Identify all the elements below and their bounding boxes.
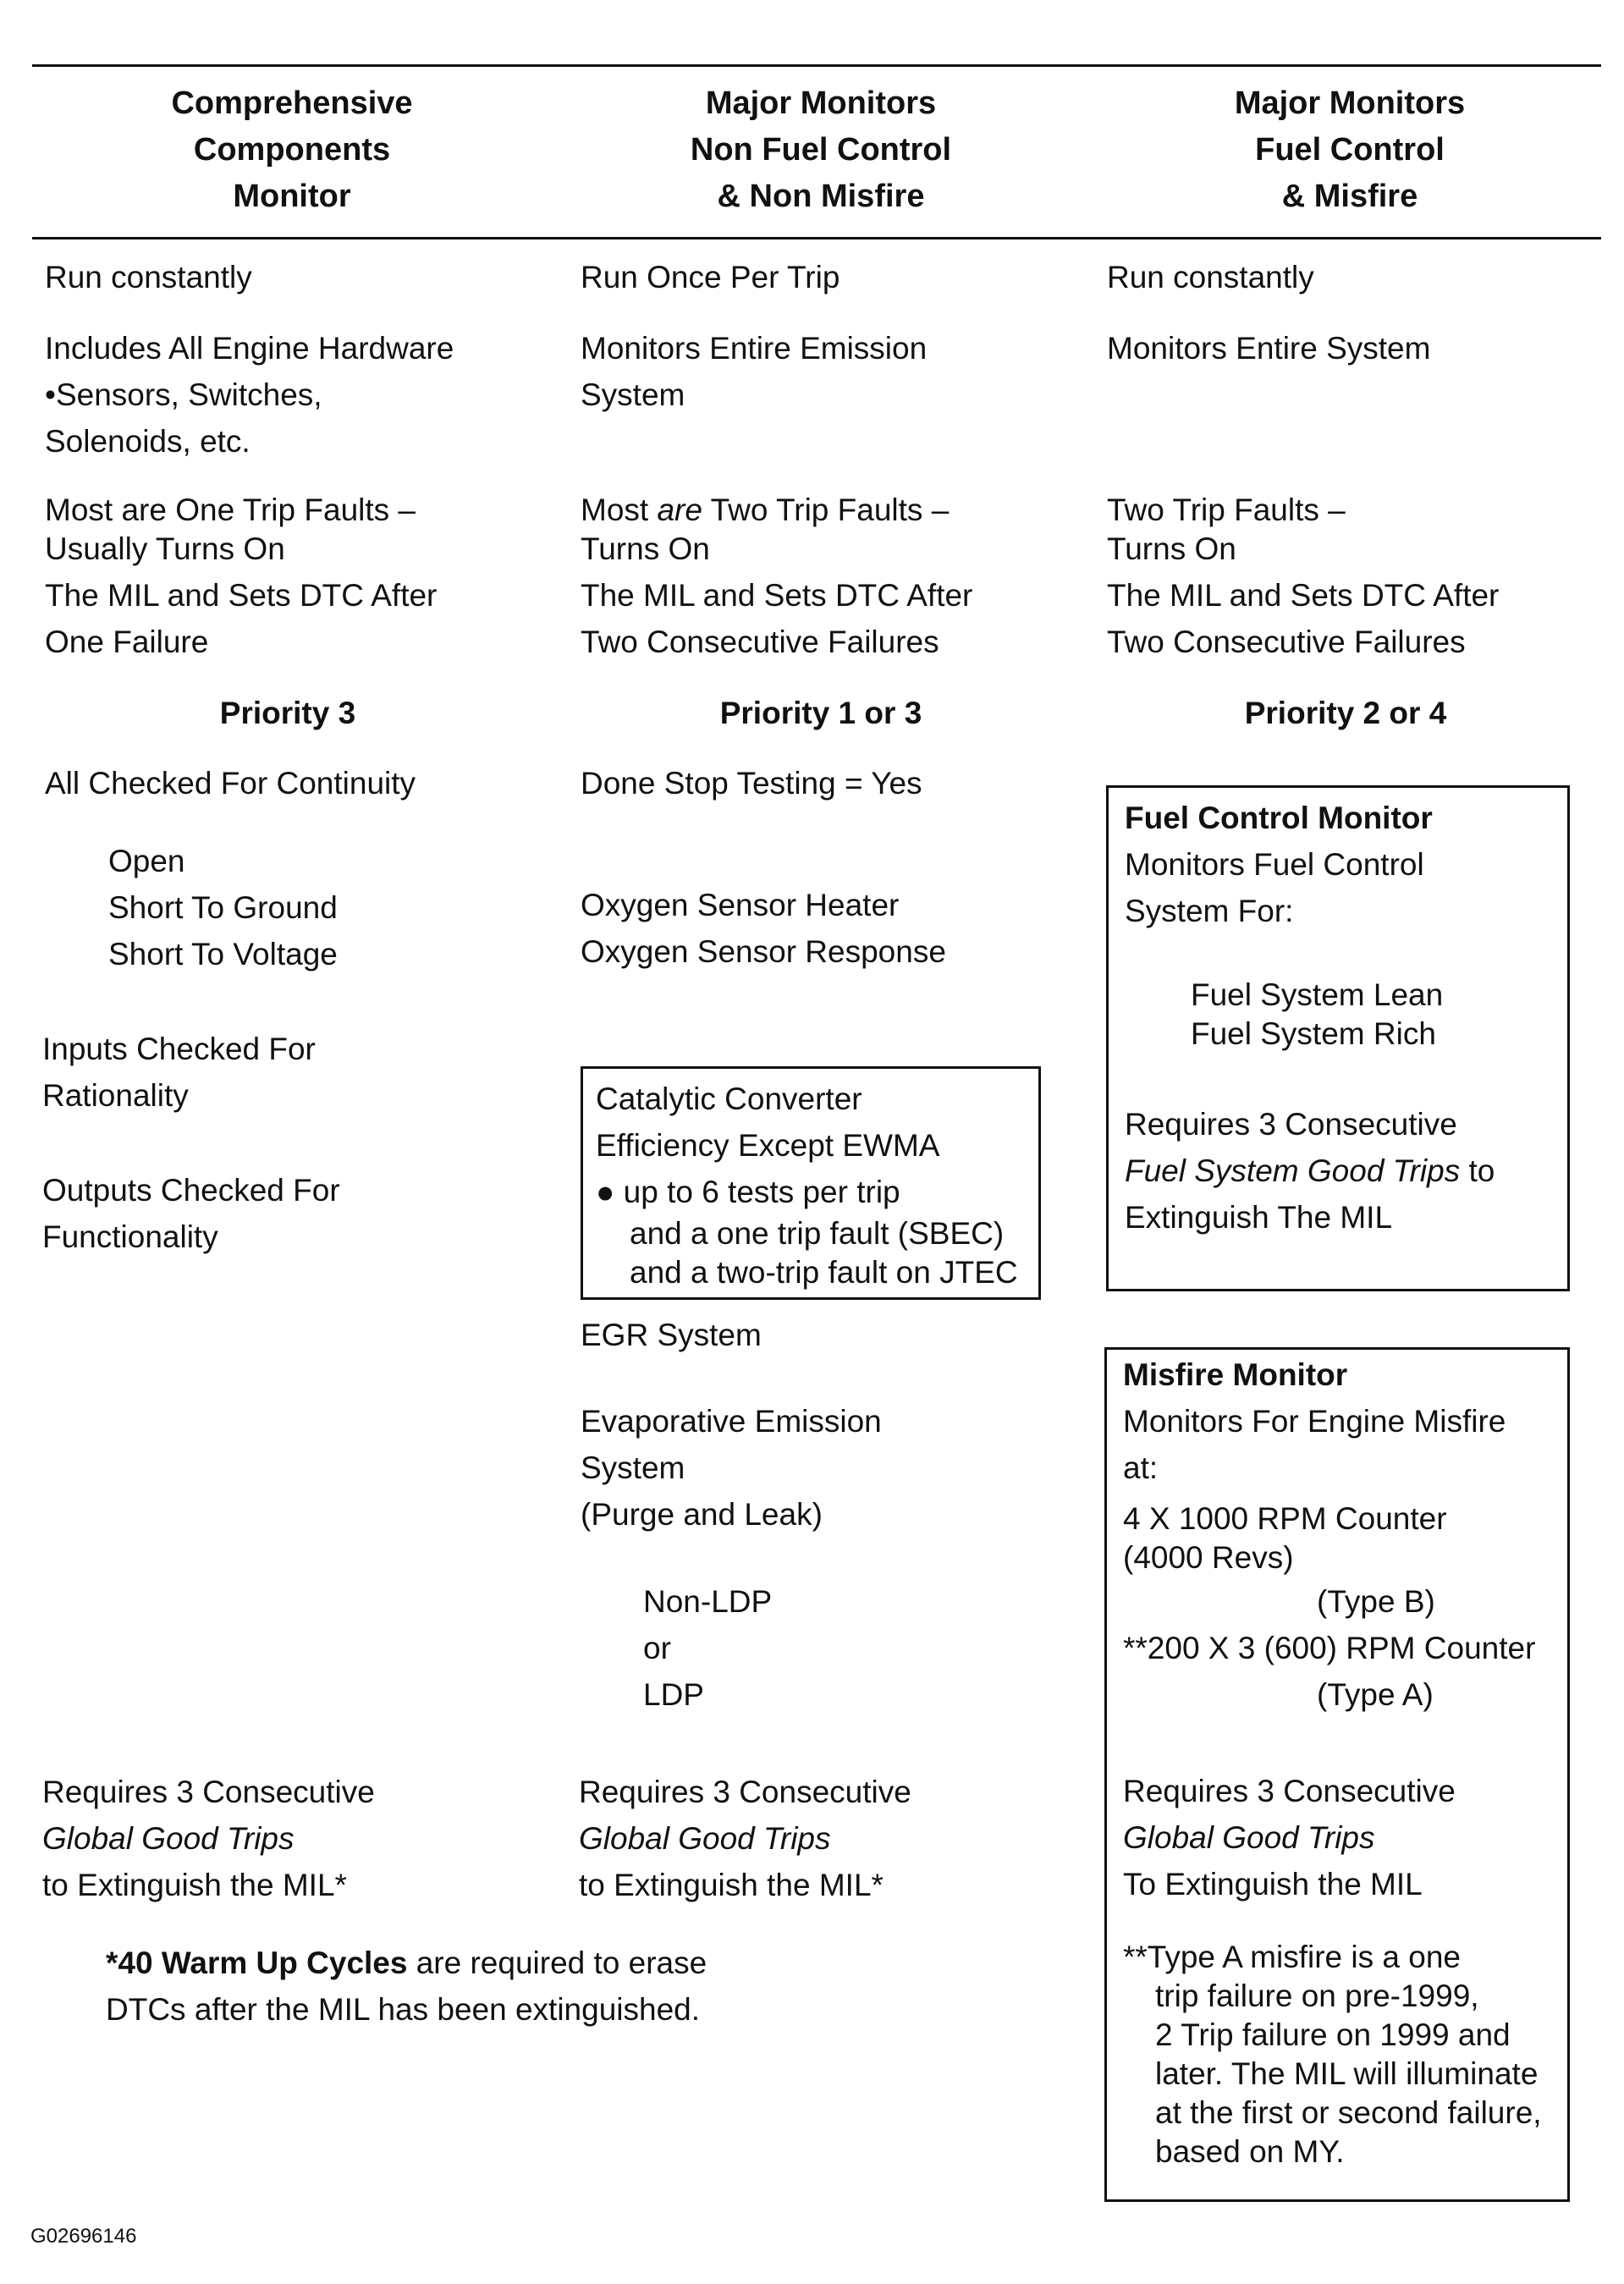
col2-egr: EGR System: [581, 1318, 762, 1352]
misfire-box: Misfire Monitor Monitors For Engine Misfire at: 4 X 1000 RPM Counter (4000 Revs) (Type B) **200 X 3 (600) RPM Counter (Type A) Requires 3 Consecutive Global Good Trips To Extinguish the MIL **Type A misfire is a one trip failure on pre-1999, 2 Trip failure on 1999 and later. The MIL will illuminate at the first or second failure, based on MY.: [1104, 1347, 1570, 2202]
col1-inputs: Inputs Checked For Rationality: [42, 1032, 316, 1113]
header-non-fuel: Major Monitors Non Fuel Control & Non Misfire: [690, 85, 952, 214]
col2-oxygen: Oxygen Sensor Heater Oxygen Sensor Response: [581, 888, 946, 969]
col3-faults: Two Trip Faults – Turns On: [1107, 493, 1346, 566]
col1-faults: Most are One Trip Faults – Usually Turns On: [45, 493, 416, 566]
fuel-control-box: Fuel Control Monitor Monitors Fuel Control System For: Fuel System Lean Fuel System Rich Requires 3 Consecutive Fuel System Good Trips to Extinguish The MIL: [1106, 785, 1570, 1291]
col2-evap-items: Non-LDP or LDP: [643, 1584, 773, 1712]
col1-continuity: All Checked For Continuity: [45, 766, 416, 801]
header-fuel-misfire: Major Monitors Fuel Control & Misfire: [1234, 85, 1466, 214]
col1-priority: Priority 3: [219, 696, 356, 730]
col1-faults-cont: The MIL and Sets DTC After One Failure: [45, 578, 438, 659]
catalyst-box: Catalytic Converter Efficiency Except EWMA ● up to 6 tests per trip and a one trip fault (SBEC) and a two-trip fault on JTEC: [581, 1066, 1041, 1300]
col1-includes: Includes All Engine Hardware •Sensors, Switches, Solenoids, etc.: [45, 331, 454, 459]
footnote: *40 Warm Up Cycles are required to erase DTCs after the MIL has been extinguished.: [106, 1946, 707, 2027]
col1-requires: Requires 3 Consecutive Global Good Trips to Extinguish the MIL*: [42, 1775, 375, 1902]
col2-requires: Requires 3 Consecutive Global Good Trips to Extinguish the MIL*: [579, 1775, 911, 1902]
figure-id: G02696146: [30, 2225, 137, 2248]
col1-continuity-items: Open Short To Ground Short To Voltage: [108, 844, 338, 971]
col3-monitors: Monitors Entire System: [1107, 331, 1431, 366]
col2-faults: Most are Two Trip Faults – Turns On: [581, 493, 950, 566]
col3-priority: Priority 2 or 4: [1244, 696, 1447, 730]
col3-faults-cont: The MIL and Sets DTC After Two Consecutive Failures: [1107, 578, 1500, 659]
header-rule: [32, 237, 1601, 239]
col2-faults-cont: The MIL and Sets DTC After Two Consecutive Failures: [581, 578, 973, 659]
top-rule: [32, 64, 1601, 67]
col2-priority: Priority 1 or 3: [719, 696, 922, 730]
col2-run: Run Once Per Trip: [581, 260, 840, 294]
col2-evap: Evaporative Emission System (Purge and Leak): [581, 1404, 882, 1532]
col1-outputs: Outputs Checked For Functionality: [42, 1173, 340, 1254]
col2-monitors: Monitors Entire Emission System: [581, 331, 928, 412]
col1-run: Run constantly: [45, 260, 252, 294]
col2-done-stop: Done Stop Testing = Yes: [581, 766, 922, 801]
col3-run: Run constantly: [1107, 260, 1314, 294]
header-comprehensive: Comprehensive Components Monitor: [171, 85, 413, 214]
